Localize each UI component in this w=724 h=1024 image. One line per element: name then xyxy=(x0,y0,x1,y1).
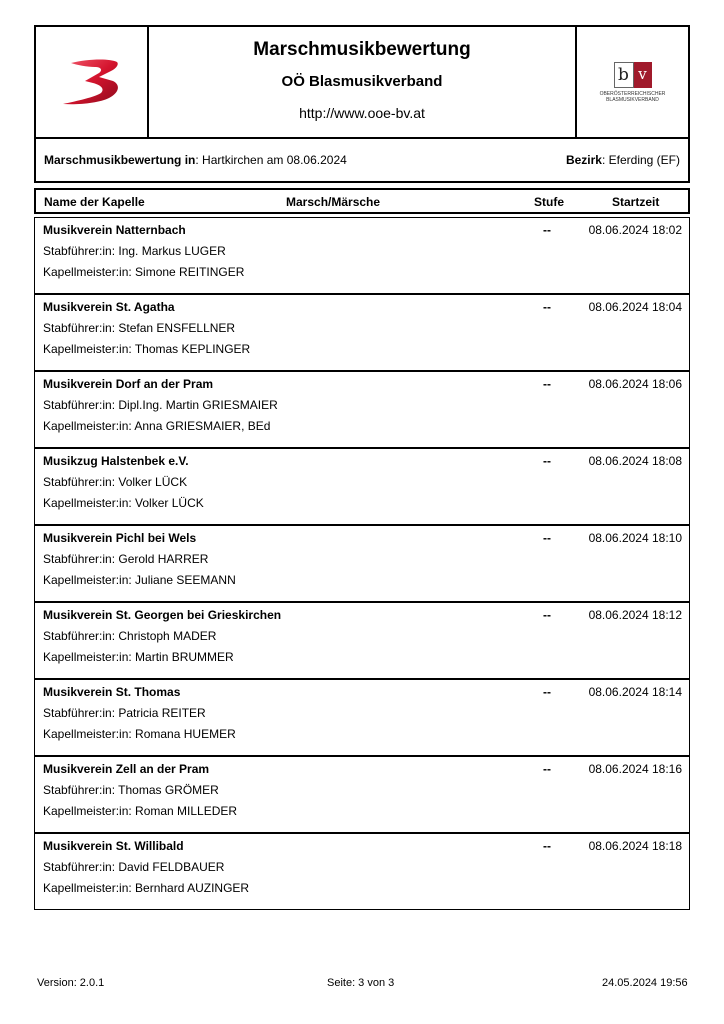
kapellmeister: Kapellmeister:in: Martin BRUMMER xyxy=(43,650,234,664)
stufe-value: -- xyxy=(543,531,551,545)
band-name: Musikverein St. Thomas xyxy=(43,685,181,699)
table-row xyxy=(35,603,689,680)
stabfuehrer: Stabführer:in: Dipl.Ing. Martin GRIESMAIER xyxy=(43,398,278,412)
start-time: 08.06.2024 18:02 xyxy=(588,223,682,237)
col-header-stufe: Stufe xyxy=(534,195,564,209)
band-name: Musikzug Halstenbek e.V. xyxy=(43,454,189,468)
evaluation-location: Marschmusikbewertung in: Hartkirchen am 08.06.2024 xyxy=(44,153,347,167)
table-row xyxy=(35,372,689,449)
start-time: 08.06.2024 18:16 xyxy=(588,762,682,776)
footer-version: Version: 2.0.1 xyxy=(37,977,105,989)
stufe-value: -- xyxy=(543,685,551,699)
table-row xyxy=(35,834,689,909)
table-row xyxy=(35,526,689,603)
band-name: Musikverein Natternbach xyxy=(43,223,186,237)
band-name: Musikverein St. Agatha xyxy=(43,300,175,314)
band-name: Musikverein Zell an der Pram xyxy=(43,762,210,776)
stabfuehrer: Stabführer:in: Volker LÜCK xyxy=(43,475,188,489)
table-body xyxy=(34,217,690,910)
kapellmeister: Kapellmeister:in: Bernhard AUZINGER xyxy=(43,881,250,895)
stabfuehrer: Stabführer:in: Gerold HARRER xyxy=(43,552,209,566)
stufe-value: -- xyxy=(543,454,551,468)
stufe-value: -- xyxy=(543,300,551,314)
col-header-startzeit: Startzeit xyxy=(612,195,660,209)
kapellmeister: Kapellmeister:in: Juliane SEEMANN xyxy=(43,573,236,587)
website-link[interactable]: http://www.ooe-bv.at xyxy=(299,105,425,121)
page-header xyxy=(34,25,690,139)
col-header-marsch: Marsch/Märsche xyxy=(286,195,381,209)
stabfuehrer: Stabführer:in: Thomas GRÖMER xyxy=(43,783,219,797)
kapellmeister: Kapellmeister:in: Romana HUEMER xyxy=(43,727,236,741)
stufe-value: -- xyxy=(543,377,551,391)
kapellmeister: Kapellmeister:in: Simone REITINGER xyxy=(43,265,245,279)
start-time: 08.06.2024 18:06 xyxy=(588,377,682,391)
left-logo xyxy=(36,27,149,137)
band-name: Musikverein St. Georgen bei Grieskirchen xyxy=(43,608,282,622)
stabfuehrer: Stabführer:in: Stefan ENSFELLNER xyxy=(43,321,236,335)
stufe-value: -- xyxy=(543,608,551,622)
band-name: Musikverein Pichl bei Wels xyxy=(43,531,197,545)
kapellmeister: Kapellmeister:in: Thomas KEPLINGER xyxy=(43,342,251,356)
start-time: 08.06.2024 18:10 xyxy=(588,531,682,545)
bv-logo-b: b xyxy=(614,62,634,88)
kapellmeister: Kapellmeister:in: Volker LÜCK xyxy=(43,496,204,510)
table-row xyxy=(35,218,689,295)
page-title: Marschmusikbewertung xyxy=(253,39,471,60)
stufe-value: -- xyxy=(543,223,551,237)
kapellmeister: Kapellmeister:in: Roman MILLEDER xyxy=(43,804,238,818)
start-time: 08.06.2024 18:18 xyxy=(588,839,682,853)
band-name: Musikverein Dorf an der Pram xyxy=(43,377,214,391)
bezirk-info: Bezirk: Eferding (EF) xyxy=(565,153,680,167)
table-row xyxy=(35,757,689,834)
start-time: 08.06.2024 18:12 xyxy=(588,608,682,622)
table-row xyxy=(35,295,689,372)
swoosh-3-logo-icon xyxy=(59,57,125,107)
header-center xyxy=(149,27,577,137)
blasmusikverband-logo xyxy=(577,27,688,137)
start-time: 08.06.2024 18:08 xyxy=(588,454,682,468)
table-row xyxy=(35,680,689,757)
evaluation-info xyxy=(34,139,690,183)
stabfuehrer: Stabführer:in: Patricia REITER xyxy=(43,706,206,720)
kapellmeister: Kapellmeister:in: Anna GRIESMAIER, BEd xyxy=(43,419,271,433)
table-row xyxy=(35,449,689,526)
stabfuehrer: Stabführer:in: Christoph MADER xyxy=(43,629,217,643)
footer-date: 24.05.2024 19:56 xyxy=(602,977,688,989)
stabfuehrer: Stabführer:in: David FELDBAUER xyxy=(43,860,225,874)
bv-logo-v: v xyxy=(634,62,652,88)
col-header-name: Name der Kapelle xyxy=(44,195,145,209)
table-header xyxy=(34,188,690,214)
bv-logo-icon xyxy=(614,62,652,88)
stufe-value: -- xyxy=(543,762,551,776)
page-subtitle: OÖ Blasmusikverband xyxy=(281,73,443,90)
stufe-value: -- xyxy=(543,839,551,853)
start-time: 08.06.2024 18:04 xyxy=(588,300,682,314)
start-time: 08.06.2024 18:14 xyxy=(588,685,682,699)
band-name: Musikverein St. Willibald xyxy=(43,839,184,853)
footer-page-number: Seite: 3 von 3 xyxy=(327,977,395,989)
stabfuehrer: Stabführer:in: Ing. Markus LUGER xyxy=(43,244,226,258)
bv-logo-text: OBERÖSTERREICHISCHER BLASMUSIKVERBAND xyxy=(599,90,666,103)
